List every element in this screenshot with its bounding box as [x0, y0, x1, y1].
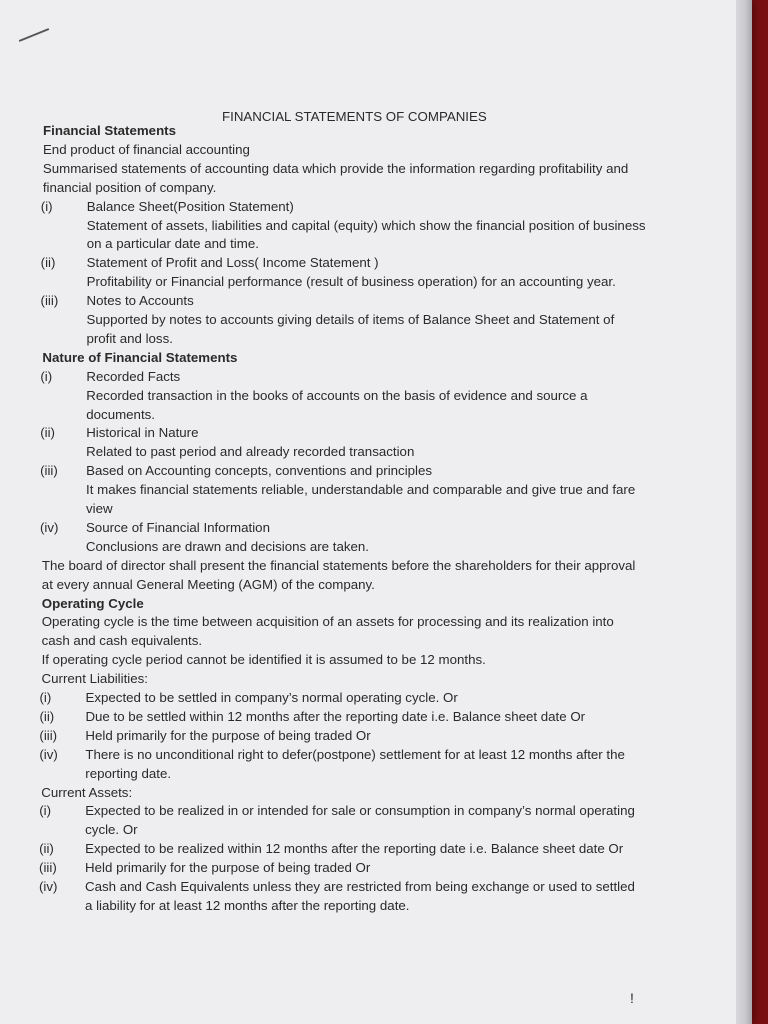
- list-number: (i): [40, 198, 53, 214]
- list-number: (ii): [40, 425, 55, 441]
- text-line: There is no unconditional right to defer(postpone) settlement for at least 12 months after the: [85, 746, 625, 762]
- text-line: End product of financial accounting: [42, 141, 250, 157]
- text-line: Due to be settled within 12 months after the reporting date i.e. Balance sheet date Or: [85, 708, 586, 724]
- list-number: (iii): [40, 463, 58, 479]
- document-title: FINANCIAL STATEMENTS OF COMPANIES: [222, 109, 487, 124]
- text-line: Operating cycle is the time between acquisition of an assets for processing and its realization into: [41, 614, 614, 630]
- text-line: Summarised statements of accounting data which provide the information regarding profitability and: [42, 160, 629, 176]
- text-line: Held primarily for the purpose of being traded Or: [85, 727, 371, 743]
- text-line: profit and loss.: [86, 330, 173, 346]
- text-line: Recorded Facts: [86, 368, 181, 384]
- list-number: (ii): [40, 255, 56, 271]
- text-line: Notes to Accounts: [86, 293, 194, 309]
- list-number: (iv): [39, 746, 58, 762]
- text-line: Related to past period and already recorded transaction: [86, 444, 415, 460]
- list-number: (iv): [39, 879, 58, 894]
- text-line: Conclusions are drawn and decisions are taken.: [85, 538, 369, 554]
- text-line: Balance Sheet(Position Statement): [86, 198, 294, 214]
- text-line: view: [86, 501, 113, 516]
- list-number: (iii): [39, 860, 57, 876]
- text-line: Current Liabilities:: [41, 671, 148, 687]
- text-line: Historical in Nature: [86, 425, 199, 441]
- text-line: Cash and Cash Equivalents unless they are restricted from being exchange or used to settled: [85, 879, 635, 894]
- section-heading: Operating Cycle: [41, 595, 144, 611]
- text-line: It makes financial statements reliable, understandable and comparable and give true and fare: [86, 482, 636, 498]
- text-line: reporting date.: [85, 765, 172, 781]
- text-line: a liability for at least 12 months after the reporting date.: [85, 897, 410, 913]
- text-line: The board of director shall present the financial statements before the shareholders for their approval: [41, 557, 636, 573]
- text-line: Statement of Profit and Loss( Income Statement ): [86, 255, 379, 271]
- text-line: Expected to be settled in company’s normal operating cycle. Or: [85, 690, 458, 705]
- pen-mark: [19, 28, 49, 42]
- text-line: Recorded transaction in the books of accounts on the basis of evidence and source a: [86, 387, 588, 403]
- corner-mark: !: [630, 990, 634, 1006]
- text-line: Based on Accounting concepts, conventions and principles: [86, 463, 433, 479]
- text-line: Held primarily for the purpose of being traded Or: [85, 860, 371, 876]
- text-line: Source of Financial Information: [85, 519, 270, 535]
- text-line: on a particular date and time.: [86, 236, 259, 252]
- list-number: (ii): [39, 708, 55, 724]
- text-line: financial position of company.: [42, 179, 217, 195]
- text-line: Supported by notes to accounts giving details of items of Balance Sheet and Statement of: [86, 312, 615, 327]
- list-number: (i): [39, 803, 51, 819]
- text-line: Profitability or Financial performance (result of business operation) for an accounting year.: [86, 274, 616, 290]
- list-number: (iii): [40, 293, 59, 309]
- text-line: If operating cycle period cannot be identified it is assumed to be 12 months.: [41, 652, 486, 668]
- text-line: Expected to be realized within 12 months after the reporting date i.e. Balance sheet date Or: [85, 841, 624, 857]
- list-number: (iii): [39, 727, 58, 743]
- list-number: (iv): [39, 519, 59, 535]
- list-number: (i): [39, 690, 52, 705]
- text-line: documents.: [86, 406, 155, 422]
- page-stack-edge: [736, 0, 752, 1024]
- text-line: Expected to be realized in or intended for sale or consumption in company’s normal operating: [85, 803, 635, 819]
- section-heading: Nature of Financial Statements: [42, 349, 238, 365]
- list-number: (i): [40, 368, 53, 384]
- list-number: (ii): [39, 841, 54, 857]
- text-line: cash and cash equivalents.: [41, 633, 203, 649]
- section-heading: Financial Statements: [43, 123, 177, 138]
- text-line: cycle. Or: [85, 822, 138, 838]
- text-line: at every annual General Meeting (AGM) of the company.: [41, 576, 375, 592]
- text-line: Current Assets:: [41, 784, 133, 800]
- text-line: Statement of assets, liabilities and capital (equity) which show the financial position of business: [86, 217, 646, 233]
